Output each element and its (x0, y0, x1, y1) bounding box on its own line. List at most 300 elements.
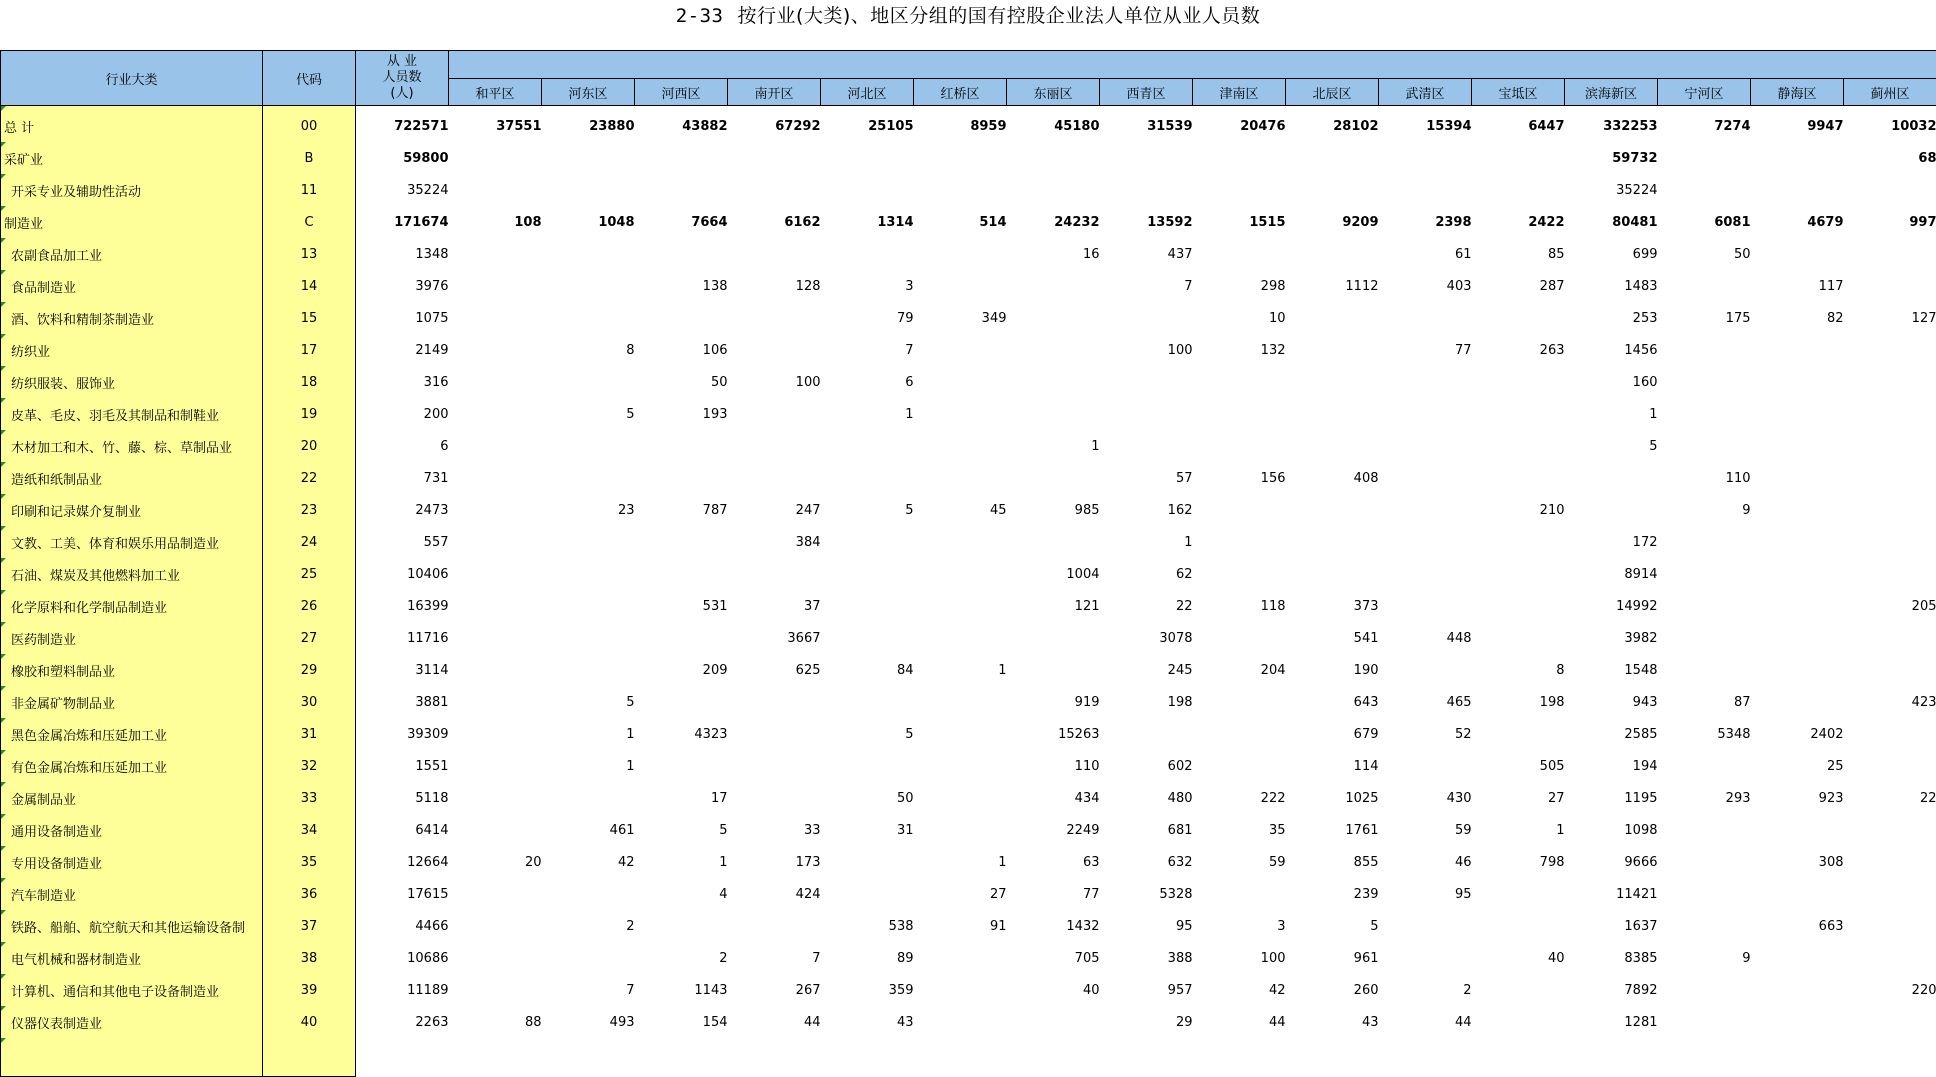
header-district: 河东区 (542, 79, 635, 106)
district-value-cell: 5 (542, 686, 635, 718)
header-code: 代码 (263, 51, 356, 106)
industry-code-cell: 30 (263, 686, 356, 718)
total-value-cell: 59800 (356, 142, 449, 174)
district-value-cell: 27 (914, 878, 1007, 910)
table-row (1, 142, 1936, 174)
industry-code-cell: 39 (263, 974, 356, 1006)
district-value-cell (1193, 494, 1286, 526)
district-value-cell (1751, 558, 1844, 590)
table-row (1, 238, 1936, 270)
district-value-cell: 15263 (1007, 718, 1100, 750)
district-value-cell: 50 (635, 366, 728, 398)
table-row (1, 814, 1936, 846)
total-value-cell: 17615 (356, 878, 449, 910)
district-value-cell (1472, 622, 1565, 654)
district-value-cell: 117 (1751, 270, 1844, 302)
industry-name-cell: 食品制造业 (1, 270, 263, 302)
district-value-cell (1007, 334, 1100, 366)
district-value-cell: 4 (635, 878, 728, 910)
district-value-cell (821, 558, 914, 590)
district-value-cell (728, 718, 821, 750)
district-value-cell (1658, 846, 1751, 878)
district-value-cell: 44 (728, 1006, 821, 1038)
district-value-cell: 1281 (1565, 1006, 1658, 1038)
district-value-cell (1844, 430, 1936, 462)
district-value-cell: 31 (821, 814, 914, 846)
district-value-cell (1844, 398, 1936, 430)
district-value-cell (914, 1006, 1007, 1038)
district-value-cell (1844, 270, 1936, 302)
district-value-cell: 1 (542, 750, 635, 782)
district-value-cell: 625 (728, 654, 821, 686)
district-value-cell (821, 750, 914, 782)
district-value-cell (1286, 494, 1379, 526)
district-value-cell (635, 238, 728, 270)
header-district: 蓟州区 (1844, 79, 1936, 106)
industry-name-cell: 酒、饮料和精制茶制造业 (1, 302, 263, 334)
district-value-cell: 40 (1472, 942, 1565, 974)
total-value-cell: 2473 (356, 494, 449, 526)
district-value-cell (1379, 430, 1472, 462)
total-value-cell: 39309 (356, 718, 449, 750)
district-value-cell (914, 334, 1007, 366)
district-value-cell: 17 (635, 782, 728, 814)
district-value-cell: 7 (542, 974, 635, 1006)
industry-code-cell: 22 (263, 462, 356, 494)
district-value-cell: 23 (542, 494, 635, 526)
district-value-cell (1658, 622, 1751, 654)
district-value-cell: 423 (1844, 686, 1936, 718)
district-value-cell: 1 (635, 846, 728, 878)
header-district: 宝坻区 (1472, 79, 1565, 106)
district-value-cell (914, 942, 1007, 974)
district-value-cell: 287 (1472, 270, 1565, 302)
total-value-cell: 1348 (356, 238, 449, 270)
table-row (1, 686, 1936, 718)
district-value-cell (449, 174, 542, 206)
district-value-cell (1379, 526, 1472, 558)
total-value-cell: 10686 (356, 942, 449, 974)
district-value-cell (821, 238, 914, 270)
industry-code-cell: 00 (263, 106, 356, 143)
table-row (1, 494, 1936, 526)
district-value-cell: 705 (1007, 942, 1100, 974)
district-value-cell (1658, 270, 1751, 302)
district-value-cell (1844, 526, 1936, 558)
district-value-cell (728, 398, 821, 430)
district-value-cell (449, 654, 542, 686)
table-row (1, 718, 1936, 750)
district-value-cell: 25 (1751, 750, 1844, 782)
district-value-cell: 2249 (1007, 814, 1100, 846)
district-value-cell (542, 174, 635, 206)
district-value-cell: 514 (914, 206, 1007, 238)
district-value-cell: 1314 (821, 206, 914, 238)
district-value-cell: 7 (1100, 270, 1193, 302)
district-value-cell (1379, 654, 1472, 686)
industry-code-cell: 34 (263, 814, 356, 846)
district-value-cell: 14992 (1565, 590, 1658, 622)
district-value-cell: 209 (635, 654, 728, 686)
industry-name-cell: 橡胶和塑料制品业 (1, 654, 263, 686)
district-value-cell (1844, 174, 1936, 206)
total-value-cell: 35224 (356, 174, 449, 206)
district-value-cell (542, 142, 635, 174)
district-value-cell: 787 (635, 494, 728, 526)
district-value-cell (1844, 750, 1936, 782)
district-value-cell (1007, 654, 1100, 686)
district-value-cell (635, 686, 728, 718)
district-value-cell (449, 974, 542, 1006)
district-value-cell (635, 302, 728, 334)
sheet-title (0, 0, 1936, 32)
district-value-cell: 1004 (1007, 558, 1100, 590)
district-value-cell (1472, 974, 1565, 1006)
industry-name-cell: 纺织业 (1, 334, 263, 366)
district-value-cell (1658, 910, 1751, 942)
district-value-cell: 95 (1379, 878, 1472, 910)
district-value-cell (449, 590, 542, 622)
district-value-cell (1751, 622, 1844, 654)
table-row (1, 302, 1936, 334)
district-value-cell (728, 462, 821, 494)
district-value-cell (1844, 334, 1936, 366)
district-value-cell: 384 (728, 526, 821, 558)
district-value-cell: 35224 (1565, 174, 1658, 206)
district-value-cell: 4679 (1751, 206, 1844, 238)
district-value-cell (821, 174, 914, 206)
district-value-cell (1751, 238, 1844, 270)
industry-name-cell: 非金属矿物制品业 (1, 686, 263, 718)
district-value-cell (1379, 590, 1472, 622)
table-row (1, 174, 1936, 206)
total-value-cell: 12664 (356, 846, 449, 878)
district-value-cell (1472, 430, 1565, 462)
district-value-cell (1472, 558, 1565, 590)
district-value-cell (728, 910, 821, 942)
district-value-cell (449, 430, 542, 462)
district-value-cell (1007, 302, 1100, 334)
district-value-cell (1751, 398, 1844, 430)
district-value-cell (542, 878, 635, 910)
district-value-cell (449, 366, 542, 398)
district-value-cell (1007, 366, 1100, 398)
district-value-cell: 2402 (1751, 718, 1844, 750)
table-row (1, 206, 1936, 238)
total-value-cell: 171674 (356, 206, 449, 238)
district-value-cell (449, 526, 542, 558)
district-value-cell (1100, 366, 1193, 398)
district-value-cell: 245 (1100, 654, 1193, 686)
district-value-cell (1844, 494, 1936, 526)
district-value-cell: 15394 (1379, 106, 1472, 143)
header-industry: 行业大类 (1, 51, 263, 106)
industry-code-cell: 18 (263, 366, 356, 398)
district-value-cell (1379, 462, 1472, 494)
industry-code-cell: 37 (263, 910, 356, 942)
district-value-cell: 50 (1658, 238, 1751, 270)
district-value-cell (1751, 526, 1844, 558)
total-value-cell: 5118 (356, 782, 449, 814)
district-value-cell: 1 (1565, 398, 1658, 430)
district-value-cell: 1456 (1565, 334, 1658, 366)
district-value-cell (1007, 174, 1100, 206)
district-value-cell: 154 (635, 1006, 728, 1038)
table-row (1, 558, 1936, 590)
district-value-cell: 2398 (1379, 206, 1472, 238)
district-value-cell: 480 (1100, 782, 1193, 814)
header-district: 东丽区 (1007, 79, 1100, 106)
district-value-cell: 25105 (821, 106, 914, 143)
district-value-cell (821, 526, 914, 558)
district-value-cell (449, 942, 542, 974)
district-value-cell (542, 654, 635, 686)
district-value-cell: 160 (1565, 366, 1658, 398)
district-value-cell (1193, 366, 1286, 398)
district-value-cell: 1 (542, 718, 635, 750)
total-value-cell: 1551 (356, 750, 449, 782)
district-value-cell (1844, 622, 1936, 654)
district-value-cell: 23880 (542, 106, 635, 143)
district-value-cell: 37 (728, 590, 821, 622)
district-value-cell: 602 (1100, 750, 1193, 782)
district-value-cell (1286, 526, 1379, 558)
district-value-cell: 50 (821, 782, 914, 814)
district-value-cell: 465 (1379, 686, 1472, 718)
district-value-cell (1286, 174, 1379, 206)
total-value-cell: 2263 (356, 1006, 449, 1038)
district-value-cell (1658, 558, 1751, 590)
district-value-cell: 10 (1193, 302, 1286, 334)
district-value-cell (1751, 974, 1844, 1006)
header-district: 西青区 (1100, 79, 1193, 106)
district-value-cell: 57 (1100, 462, 1193, 494)
district-value-cell: 3 (1193, 910, 1286, 942)
district-value-cell (1007, 462, 1100, 494)
district-value-cell (635, 750, 728, 782)
industry-name-cell: 印刷和记录媒介复制业 (1, 494, 263, 526)
table-row (1, 1006, 1936, 1038)
district-value-cell (1286, 558, 1379, 590)
district-value-cell: 1432 (1007, 910, 1100, 942)
industry-code-cell: 38 (263, 942, 356, 974)
district-value-cell: 4323 (635, 718, 728, 750)
district-value-cell (1844, 718, 1936, 750)
district-value-cell: 16 (1007, 238, 1100, 270)
table-number: 2-33 (676, 5, 724, 27)
district-value-cell (1286, 430, 1379, 462)
district-value-cell: 44 (1193, 1006, 1286, 1038)
district-value-cell (1100, 142, 1193, 174)
district-value-cell (1472, 718, 1565, 750)
district-value-cell: 37551 (449, 106, 542, 143)
district-value-cell (1286, 398, 1379, 430)
district-value-cell (1286, 302, 1379, 334)
district-value-cell (1751, 174, 1844, 206)
district-value-cell: 8914 (1565, 558, 1658, 590)
district-value-cell (635, 142, 728, 174)
industry-name-cell: 有色金属冶炼和压延加工业 (1, 750, 263, 782)
district-value-cell (1379, 750, 1472, 782)
district-value-cell: 2585 (1565, 718, 1658, 750)
district-value-cell (449, 910, 542, 942)
district-value-cell (914, 974, 1007, 1006)
industry-name-cell: 仪器仪表制造业 (1, 1006, 263, 1038)
industry-code-cell: 15 (263, 302, 356, 334)
district-value-cell (914, 558, 1007, 590)
total-value-cell: 731 (356, 462, 449, 494)
district-value-cell (728, 174, 821, 206)
header-total-line1: 从 业 (356, 54, 448, 70)
district-value-cell (728, 142, 821, 174)
district-value-cell: 198 (1472, 686, 1565, 718)
district-value-cell: 42 (1193, 974, 1286, 1006)
district-value-cell (1658, 878, 1751, 910)
district-value-cell (1658, 590, 1751, 622)
district-value-cell: 10032 (1844, 106, 1936, 143)
district-value-cell: 1112 (1286, 270, 1379, 302)
district-value-cell: 5 (635, 814, 728, 846)
district-value-cell: 106 (635, 334, 728, 366)
district-value-cell (1472, 366, 1565, 398)
district-value-cell: 67292 (728, 106, 821, 143)
district-value-cell: 85 (1472, 238, 1565, 270)
header-district: 南开区 (728, 79, 821, 106)
table-row (1, 590, 1936, 622)
filler-name-cell (1, 1038, 263, 1077)
district-value-cell: 193 (635, 398, 728, 430)
table-row (1, 750, 1936, 782)
district-value-cell (1379, 494, 1472, 526)
district-value-cell: 359 (821, 974, 914, 1006)
district-value-cell: 943 (1565, 686, 1658, 718)
industry-name-cell: 汽车制造业 (1, 878, 263, 910)
industry-name-cell: 开采专业及辅助性活动 (1, 174, 263, 206)
district-value-cell: 9666 (1565, 846, 1658, 878)
industry-name-cell: 医药制造业 (1, 622, 263, 654)
district-value-cell: 175 (1658, 302, 1751, 334)
district-value-cell (821, 590, 914, 622)
district-value-cell: 20476 (1193, 106, 1286, 143)
district-value-cell (914, 238, 1007, 270)
industry-code-cell: 25 (263, 558, 356, 590)
district-value-cell (1193, 430, 1286, 462)
district-value-cell: 1 (1472, 814, 1565, 846)
district-value-cell: 493 (542, 1006, 635, 1038)
district-value-cell (1100, 718, 1193, 750)
district-value-cell (1844, 366, 1936, 398)
district-value-cell (1472, 590, 1565, 622)
district-value-cell (1193, 622, 1286, 654)
district-value-cell: 434 (1007, 782, 1100, 814)
district-value-cell: 267 (728, 974, 821, 1006)
filler-code-cell (263, 1038, 356, 1077)
district-value-cell (1286, 238, 1379, 270)
table-header (1, 51, 1936, 106)
district-value-cell: 22 (1844, 782, 1936, 814)
district-value-cell: 293 (1658, 782, 1751, 814)
district-value-cell: 127 (1844, 302, 1936, 334)
district-value-cell (542, 430, 635, 462)
header-district: 和平区 (449, 79, 542, 106)
industry-code-cell: 23 (263, 494, 356, 526)
district-value-cell (1007, 622, 1100, 654)
district-value-cell: 95 (1100, 910, 1193, 942)
district-value-cell (1751, 814, 1844, 846)
table-row (1, 398, 1936, 430)
district-value-cell (1658, 366, 1751, 398)
header-district: 静海区 (1751, 79, 1844, 106)
district-value-cell: 5 (821, 718, 914, 750)
district-value-cell (1007, 398, 1100, 430)
district-value-cell: 77 (1379, 334, 1472, 366)
district-value-cell (1286, 142, 1379, 174)
district-value-cell: 7274 (1658, 106, 1751, 143)
district-value-cell (914, 462, 1007, 494)
district-value-cell (1844, 910, 1936, 942)
district-value-cell (1751, 494, 1844, 526)
district-value-cell: 88 (449, 1006, 542, 1038)
district-value-cell: 59732 (1565, 142, 1658, 174)
district-value-cell (821, 142, 914, 174)
total-value-cell: 4466 (356, 910, 449, 942)
district-value-cell (1844, 814, 1936, 846)
district-value-cell: 855 (1286, 846, 1379, 878)
district-value-cell: 40 (1007, 974, 1100, 1006)
table-row (1, 878, 1936, 910)
district-value-cell: 8959 (914, 106, 1007, 143)
district-value-cell (1379, 302, 1472, 334)
industry-name-cell: 木材加工和木、竹、藤、棕、草制品业 (1, 430, 263, 462)
district-value-cell: 798 (1472, 846, 1565, 878)
industry-name-cell: 黑色金属冶炼和压延加工业 (1, 718, 263, 750)
district-value-cell (635, 526, 728, 558)
district-value-cell (542, 558, 635, 590)
district-value-cell: 29 (1100, 1006, 1193, 1038)
industry-name-cell: 皮革、毛皮、羽毛及其制品和制鞋业 (1, 398, 263, 430)
table-row (1, 106, 1936, 143)
industry-name-cell: 铁路、船舶、航空航天和其他运输设备制 (1, 910, 263, 942)
district-value-cell (1751, 654, 1844, 686)
district-value-cell: 121 (1007, 590, 1100, 622)
district-value-cell (1193, 718, 1286, 750)
industry-code-cell: 31 (263, 718, 356, 750)
district-value-cell (914, 622, 1007, 654)
district-value-cell (1658, 430, 1751, 462)
district-value-cell: 437 (1100, 238, 1193, 270)
district-value-cell (1751, 462, 1844, 494)
district-value-cell: 7664 (635, 206, 728, 238)
industry-name-cell: 采矿业 (1, 142, 263, 174)
industry-code-cell: 36 (263, 878, 356, 910)
district-value-cell: 7 (728, 942, 821, 974)
header-total-line3: (人) (356, 86, 448, 102)
industry-code-cell: 11 (263, 174, 356, 206)
district-value-cell: 43 (821, 1006, 914, 1038)
district-value-cell: 9 (1658, 494, 1751, 526)
district-value-cell (449, 686, 542, 718)
district-value-cell: 2422 (1472, 206, 1565, 238)
district-value-cell (914, 686, 1007, 718)
district-value-cell: 210 (1472, 494, 1565, 526)
district-value-cell: 82 (1751, 302, 1844, 334)
district-value-cell: 138 (635, 270, 728, 302)
district-value-cell (1658, 526, 1751, 558)
district-value-cell: 68 (1844, 142, 1936, 174)
district-value-cell: 43882 (635, 106, 728, 143)
district-value-cell (1658, 334, 1751, 366)
table-row (1, 526, 1936, 558)
